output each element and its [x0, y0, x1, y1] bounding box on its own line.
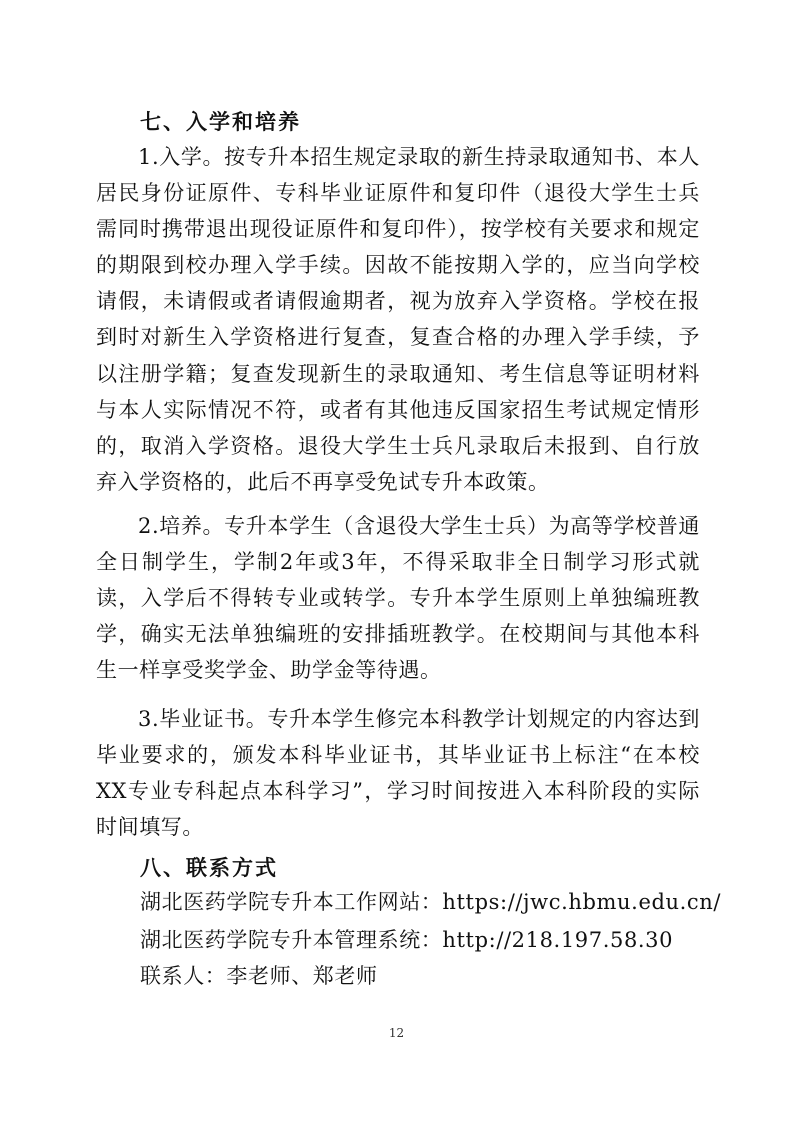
- contact-website-line: 湖北医药学院专升本工作网站：https://jwc.hbmu.edu.cn/: [140, 890, 722, 914]
- contact-person-line: 联系人：李老师、郑老师: [140, 964, 378, 988]
- section-heading-contact: 八、联系方式: [140, 856, 278, 880]
- paragraph-training: 2.培养。专升本学生（含退役大学生士兵）为高等学校普通全日制学生，学制2年或3年，不得采取非全日制学习形式就读，入学后不得转专业或转学。专升本学生原则上单独编班教学，确实无法单独编班的安排插班教学。在校期间与其他本科生一样享受奖学金、助学金等待遇。: [96, 514, 700, 683]
- section-heading-enrollment: 七、入学和培养: [140, 110, 301, 134]
- contact-system-line: 湖北医药学院专升本管理系统：http://218.197.58.30: [140, 928, 674, 952]
- paragraph-enrollment: 1.入学。按专升本招生规定录取的新生持录取通知书、本人居民身份证原件、专科毕业证原件和复印件（退役大学生士兵需同时携带退出现役证原件和复印件），按学校有关要求和规定的期限到校办理入学手续。因故不能按期入学的，应当向学校请假，未请假或者请假逾期者，视为放弃入学资格。学校在报到时对新生入学资格进行复查，复查合格的办理入学手续，予以注册学籍；复查发现新生的录取通知、考生信息等证明材料与本人实际情况不符，或者有其他违反国家招生考试规定情形的，取消入学资格。退役大学生士兵凡录取后未报到、自行放弃入学资格的，此后不再享受免试专升本政策。: [96, 145, 700, 494]
- paragraph-graduation-certificate: 3.毕业证书。专升本学生修完本科教学计划规定的内容达到毕业要求的，颁发本科毕业证书，其毕业证书上标注“在本校XX专业专科起点本科学习”，学习时间按进入本科阶段的实际时间填写。: [96, 707, 700, 840]
- page-number: 12: [388, 1026, 405, 1040]
